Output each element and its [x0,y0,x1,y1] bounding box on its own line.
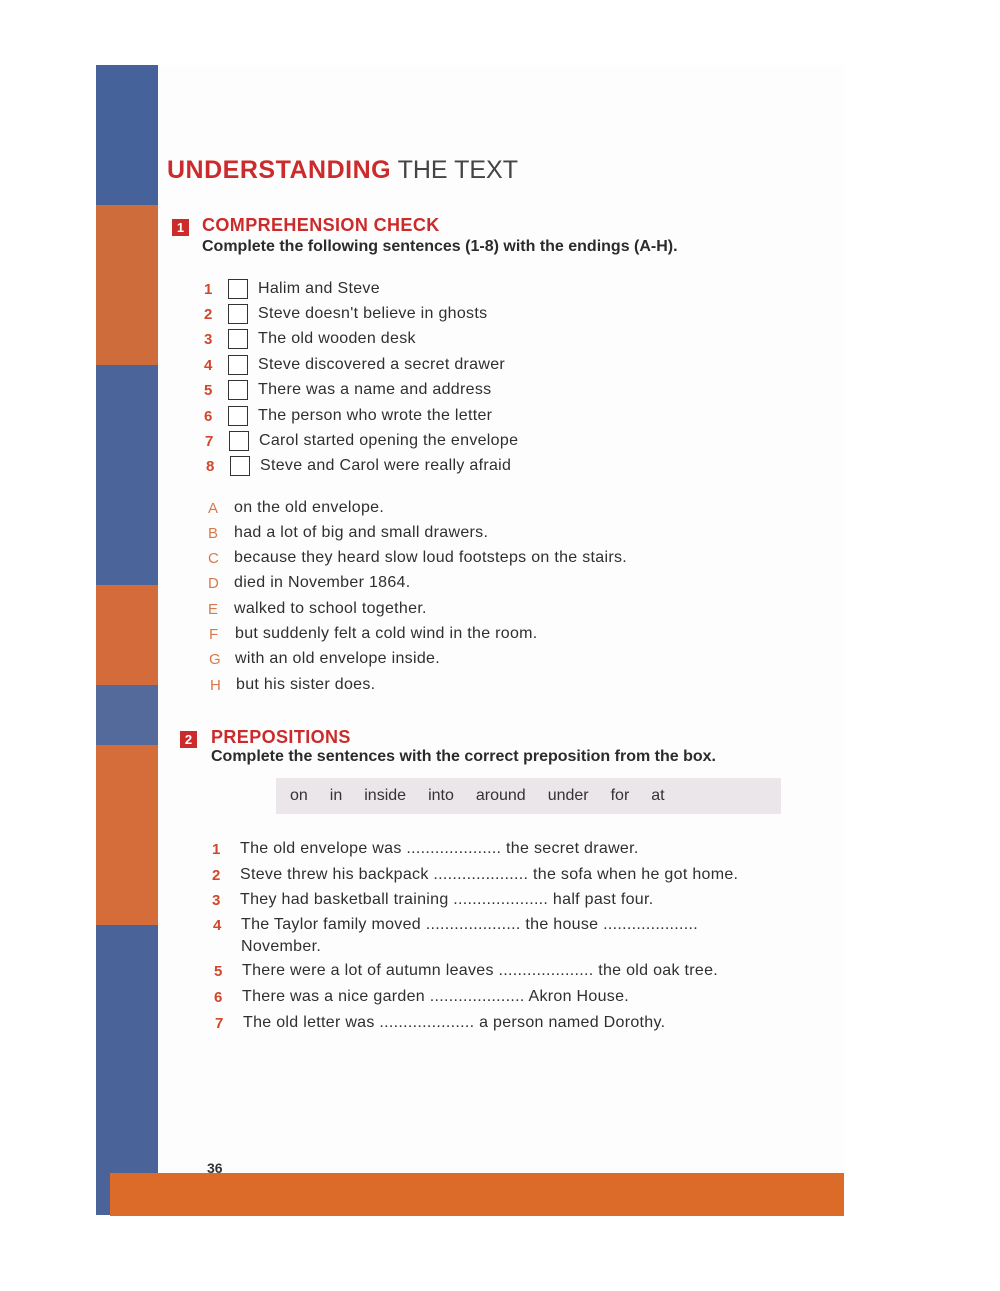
sentence-number: 2 [212,866,221,884]
ending-letter: G [209,650,221,668]
answer-box[interactable] [228,406,248,426]
item-number: 7 [205,432,214,450]
sentence-text[interactable]: They had basketball training .................... half past four. [240,891,654,908]
comprehension-item [204,328,416,350]
item-text: Carol started opening the envelope [259,432,519,449]
answer-box[interactable] [228,355,248,375]
ending-item [208,572,410,594]
item-text: The person who wrote the letter [258,407,493,424]
ending-letter: E [208,600,219,618]
sentence-text[interactable]: There were a lot of autumn leaves .................... the old oak tree. [242,962,719,979]
item-number: 3 [204,330,213,348]
sentence-number: 5 [214,962,223,980]
ending-item [208,497,384,519]
ending-text: but suddenly felt a cold wind in the room. [235,625,538,642]
ending-item [208,547,627,569]
preposition-sentence-continuation [241,936,321,958]
sentence-number: 4 [213,916,222,934]
preposition-sentence [212,889,653,911]
item-number: 1 [204,280,213,298]
item-number: 6 [204,407,213,425]
item-text: Halim and Steve [258,280,380,297]
ending-text: on the old envelope. [234,499,385,516]
comprehension-item [205,430,518,452]
item-text: The old wooden desk [258,330,416,347]
preposition-sentence [212,864,738,886]
ending-letter: A [208,499,219,517]
answer-box[interactable] [229,431,249,451]
preposition-word-box [276,778,781,814]
ending-item [209,623,538,645]
prep-word: into [428,787,454,804]
sentence-number: 3 [212,891,221,909]
prep-word: under [547,787,589,804]
item-text: There was a name and address [258,381,492,398]
ending-text: died in November 1864. [234,574,411,591]
page-title-light: THE TEXT [397,156,518,184]
page-title [167,156,518,185]
ending-text: had a lot of big and small drawers. [234,524,489,541]
ending-letter: F [209,625,219,643]
comprehension-item [206,455,511,477]
comprehension-item [204,405,492,427]
prep-word: inside [364,787,407,804]
prep-word: on [290,787,308,804]
comprehension-item [204,379,491,401]
sentence-text-line2: November. [241,938,322,955]
section2-heading: PREPOSITIONS [211,727,351,747]
comprehension-item [204,354,505,376]
prep-word: at [651,787,665,804]
comprehension-item [204,303,487,325]
answer-box[interactable] [228,279,248,299]
sentence-text[interactable]: There was a nice garden .................... Akron House. [242,988,630,1005]
ending-letter: C [208,549,219,567]
prep-word: for [610,787,630,804]
sentence-text[interactable]: The old envelope was .................... the secret drawer. [240,840,639,857]
ending-item [210,674,375,696]
item-number: 5 [204,381,213,399]
answer-box[interactable] [228,304,248,324]
answer-box[interactable] [228,380,248,400]
section2-number-badge: 2 [180,731,197,748]
ending-item [208,522,488,544]
answer-box[interactable] [228,329,248,349]
sentence-text[interactable]: Steve threw his backpack .................... the sofa when he got home. [240,866,739,883]
prep-word: around [475,787,526,804]
item-text: Steve doesn't believe in ghosts [258,305,488,322]
item-number: 8 [206,457,215,475]
sentence-number: 1 [212,840,221,858]
sentence-number: 6 [214,988,223,1006]
ending-letter: B [208,524,219,542]
comprehension-item [204,278,380,300]
ending-text: because they heard slow loud footsteps on the stairs. [234,549,628,566]
sentence-text[interactable]: The Taylor family moved .................... the house .................... [241,916,699,933]
ending-letter: H [210,676,221,694]
ending-text: walked to school together. [234,600,427,617]
ending-item [208,598,427,620]
sentence-text[interactable]: The old letter was .................... a person named Dorothy. [243,1014,666,1031]
preposition-sentence [214,986,629,1008]
item-text: Steve and Carol were really afraid [260,457,512,474]
ending-item [209,648,440,670]
section1-number-badge: 1 [172,219,189,236]
ending-text: with an old envelope inside. [235,650,440,667]
ending-letter: D [208,574,219,592]
section1-instruction: Complete the following sentences (1-8) with the endings (A-H). [202,238,678,255]
section2-instruction: Complete the sentences with the correct preposition from the box. [211,748,716,765]
item-text: Steve discovered a secret drawer [258,356,506,373]
item-number: 4 [204,356,213,374]
page-number: 36 [207,1160,223,1176]
preposition-sentence [213,914,698,936]
preposition-sentence [212,838,639,860]
side-color-stripe [96,65,158,1215]
bottom-orange-band [110,1173,844,1216]
prep-word: in [329,787,343,804]
item-number: 2 [204,305,213,323]
page-title-bold: UNDERSTANDING [167,156,392,184]
answer-box[interactable] [230,456,250,476]
section1-heading: COMPREHENSION CHECK [202,215,440,235]
preposition-sentence [214,960,718,982]
preposition-sentence [215,1012,665,1034]
ending-text: but his sister does. [236,676,376,693]
sentence-number: 7 [215,1014,224,1032]
